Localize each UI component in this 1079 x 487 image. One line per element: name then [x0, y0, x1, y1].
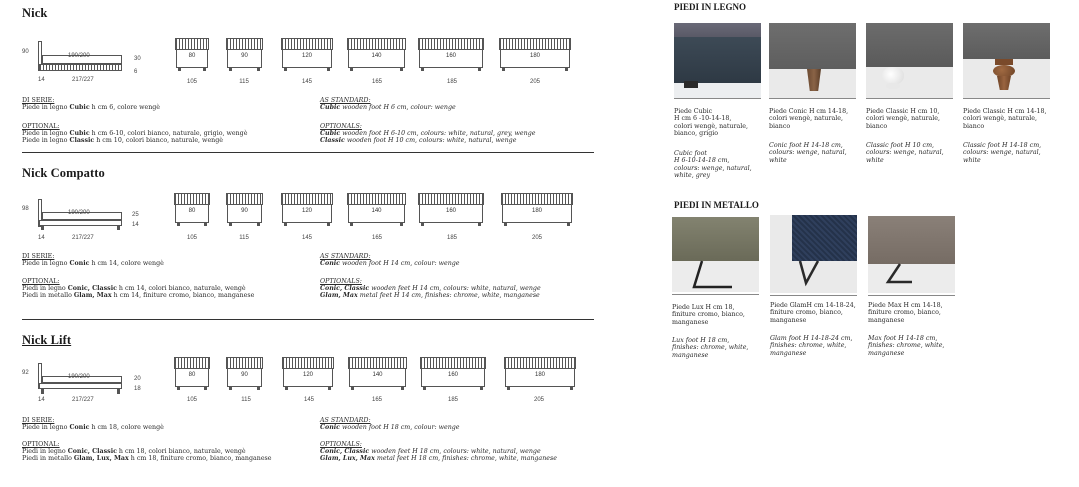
- caption-it: Piede Classic H cm 10, colori wengè, naturale, bianco: [866, 108, 940, 130]
- spec-model: Cubic: [320, 130, 341, 138]
- section-nick: [22, 6, 594, 156]
- caption-en: Lux foot H 18 cm, finishes: chrome, white, manganese: [672, 337, 749, 359]
- caption-it: Piede Classic H cm 14-18, colori wengè, naturale, bianco: [963, 108, 1047, 130]
- photo-rule: [866, 98, 953, 99]
- bed-top-160: 160: [418, 193, 484, 227]
- width-label: 185: [447, 397, 459, 403]
- dim-height: 98: [22, 206, 29, 212]
- spec-en: [320, 253, 460, 267]
- dim-height: 90: [22, 49, 29, 55]
- spec-model: Conic, Classic: [320, 448, 370, 456]
- photo-rule: [769, 98, 856, 99]
- caption-en: Glam foot H 14-18-24 cm, finishes: chrome, white, manganese: [770, 335, 853, 357]
- bed-side-leg: [117, 226, 120, 230]
- spec-text: Piedi in metallo: [22, 292, 74, 300]
- photo-rule: [868, 295, 955, 296]
- spec-text: h cm 18, colore wengè: [89, 424, 164, 432]
- dim-depth: 217/227: [72, 397, 94, 403]
- bed-side-leg: [117, 389, 120, 394]
- photo-rule: [963, 98, 1050, 99]
- spec-text: wooden foot H 18 cm, colour: wenge: [340, 424, 460, 432]
- width-label: 145: [301, 79, 313, 85]
- bed-top-120: 120: [282, 357, 334, 391]
- spec-head: AS STANDARD:: [320, 253, 371, 260]
- foot-photo-conic: [769, 23, 856, 98]
- spec-text: Piedi in legno: [22, 285, 68, 293]
- width-label: 165: [371, 79, 383, 85]
- spec-text: wooden feet H 18 cm, colours: white, natural, wenge: [369, 448, 541, 456]
- spec-text: h cm 6-10, colori bianco, naturale, grigio, wengè: [89, 130, 248, 138]
- section-divider: [22, 319, 594, 320]
- spec-head: OPTIONALS:: [320, 123, 362, 130]
- spec-text: h cm 18, finiture cromo, bianco, manganese: [128, 455, 272, 463]
- foot-photo-lux: [672, 217, 759, 292]
- section-title: Nick Lift: [22, 333, 72, 347]
- dim-mattress-height: 30: [134, 56, 141, 62]
- spec-model: Conic: [320, 260, 341, 268]
- spec-text: Piede in legno: [22, 137, 70, 145]
- bed-top-140: 140: [348, 357, 407, 391]
- bed-top-140: 140: [347, 193, 406, 227]
- spec-en: [320, 97, 456, 111]
- spec-model: Conic: [320, 424, 341, 432]
- foot-photo-classic-tall: [963, 23, 1050, 98]
- photo-rule: [770, 295, 857, 296]
- width-label: 105: [186, 397, 198, 403]
- spec-text: Piede in legno: [22, 260, 70, 268]
- spec-text: Piedi in metallo: [22, 455, 74, 463]
- photo-rule: [672, 294, 759, 295]
- caption-it: Piede GlamH cm 14-18-24, finiture cromo, bianco, manganese: [770, 302, 856, 324]
- spec-en-optional: [320, 441, 557, 463]
- spec-model: Conic: [69, 424, 90, 432]
- spec-head: OPTIONAL:: [22, 278, 60, 285]
- spec-text: Piede in legno: [22, 130, 70, 138]
- lux-foot-icon: [672, 217, 759, 292]
- bed-top-90: 90: [226, 357, 263, 391]
- bed-top-180: 180: [501, 193, 573, 227]
- spec-en: [320, 417, 460, 431]
- width-label: 205: [529, 79, 541, 85]
- dim-mattress-height: 25: [132, 212, 139, 218]
- spec-model: Glam, Lux, Max: [73, 455, 129, 463]
- dim-height: 92: [22, 370, 29, 376]
- spec-text: h cm 14, colori bianco, naturale, wengè: [116, 285, 246, 293]
- spec-model: Classic: [69, 137, 95, 145]
- spec-text: wooden foot H 10 cm, colours: white, natural, wenge: [344, 137, 517, 145]
- dim-foot: 14: [38, 77, 45, 83]
- dim-mattress-height: 20: [134, 376, 141, 382]
- spec-it: [22, 253, 164, 267]
- dim-leg-height: 14: [132, 222, 139, 228]
- spec-head: DI SERIE:: [22, 417, 55, 424]
- bed-side-mattress: 190/200: [68, 53, 90, 59]
- bed-top-80: 80: [174, 193, 210, 227]
- bed-top-90: 90: [226, 193, 263, 227]
- width-label: 205: [531, 235, 543, 241]
- spec-model: Glam, Max: [73, 292, 112, 300]
- dim-leg-height: 6: [134, 69, 138, 75]
- section-divider: [22, 152, 594, 153]
- spec-text: Piede in legno: [22, 104, 70, 112]
- spec-model: Cubic: [320, 104, 341, 112]
- metal-feet-title: PIEDI IN METALLO: [674, 200, 759, 210]
- spec-text: wooden feet H 14 cm, colours: white, natural, wenge: [369, 285, 541, 293]
- spec-it-optional: [22, 278, 254, 300]
- width-label: 115: [241, 397, 251, 403]
- bed-top-80: 80: [174, 357, 210, 391]
- caption-it: Piede Lux H cm 18, finiture cromo, bianco, manganese: [672, 304, 745, 326]
- bed-side-mattress: 190/200: [68, 374, 90, 380]
- spec-model: Conic, Classic: [67, 448, 117, 456]
- bed-top-160: 160: [420, 357, 486, 391]
- dim-depth: 217/227: [72, 77, 94, 83]
- caption-it: Piede Max H cm 14-18, finiture cromo, bianco, manganese: [868, 302, 943, 324]
- spec-text: wooden foot H 14 cm, colour: wenge: [340, 260, 460, 268]
- spec-model: Conic: [69, 260, 90, 268]
- section-nick-lift: [22, 333, 594, 483]
- section-title: Nick: [22, 6, 48, 20]
- spec-text: h cm 10, colori bianco, naturale, wengè: [94, 137, 223, 145]
- width-label: 105: [186, 235, 198, 241]
- caption-en: Conic foot H 14-18 cm, colours: wenge, natural, white: [769, 142, 847, 164]
- bed-side-base: [39, 220, 122, 226]
- width-label: 105: [186, 79, 198, 85]
- spec-text: metal feet H 18 cm, finishes: chrome, white, manganese: [374, 455, 557, 463]
- spec-text: h cm 18, colori bianco, naturale, wengè: [116, 448, 246, 456]
- bed-top-160: 160: [418, 38, 484, 72]
- spec-text: Piede in legno: [22, 424, 70, 432]
- spec-model: Conic, Classic: [320, 285, 370, 293]
- bed-top-180: 180: [499, 38, 571, 72]
- bed-side-leg: [41, 226, 44, 230]
- bed-side-leg: [41, 389, 44, 394]
- bed-top-140: 140: [347, 38, 406, 72]
- spec-en-optional: [320, 278, 541, 300]
- spec-model: Glam, Lux, Max: [320, 455, 375, 463]
- dim-depth: 217/227: [72, 235, 94, 241]
- spec-model: Glam, Max: [320, 292, 358, 300]
- caption-en: Max foot H 14-18 cm, finishes: chrome, white, manganese: [868, 335, 945, 357]
- width-label: 165: [371, 397, 383, 403]
- foot-photo-max: [868, 216, 955, 293]
- bed-top-120: 120: [281, 193, 333, 227]
- spec-head: DI SERIE:: [22, 253, 55, 260]
- spec-head: OPTIONALS:: [320, 278, 362, 285]
- dim-leg-height: 18: [134, 386, 141, 392]
- width-label: 185: [446, 235, 458, 241]
- section-nick-compatto: [22, 166, 594, 316]
- spec-text: metal feet H 14 cm, finishes: chrome, white, manganese: [357, 292, 540, 300]
- spec-head: AS STANDARD:: [320, 417, 371, 424]
- photo-rule: [674, 98, 761, 99]
- spec-model: Cubic: [69, 130, 90, 138]
- caption-en: Classic foot H 14-18 cm, colours: wenge, natural, white: [963, 142, 1042, 164]
- width-label: 115: [239, 235, 249, 241]
- spec-model: Cubic: [69, 104, 90, 112]
- bed-top-80: 80: [175, 38, 209, 72]
- spec-model: Classic: [320, 137, 345, 145]
- bed-side-mattress: 190/200: [68, 210, 90, 216]
- spec-it: [22, 417, 164, 431]
- spec-head: AS STANDARD:: [320, 97, 371, 104]
- spec-it: [22, 97, 160, 111]
- width-label: 145: [303, 397, 315, 403]
- glam-foot-icon: [770, 215, 857, 293]
- width-label: 165: [371, 235, 383, 241]
- bed-side-base: [39, 64, 122, 71]
- bed-top-180: 180: [504, 357, 576, 391]
- spec-model: Conic, Classic: [67, 285, 117, 293]
- max-foot-icon: [868, 216, 955, 293]
- bed-top-90: 90: [226, 38, 263, 72]
- width-label: 185: [446, 79, 458, 85]
- spec-en-optional: [320, 123, 535, 145]
- spec-text: wooden foot H 6 cm, colour: wenge: [340, 104, 456, 112]
- caption-en: Cubic foot H 6-10-14-18 cm, colours: wenge, natural, white, grey: [674, 150, 752, 179]
- dim-foot: 14: [38, 235, 45, 241]
- caption-en: Classic foot H 10 cm, colours: wenge, natural, white: [866, 142, 944, 164]
- spec-head: OPTIONAL:: [22, 123, 60, 130]
- section-title: Nick Compatto: [22, 166, 105, 180]
- spec-text: h cm 6, colore wengè: [89, 104, 161, 112]
- spec-text: wooden foot H 6-10 cm, colours: white, natural, grey, wenge: [340, 130, 536, 138]
- foot-photo-classic: [866, 23, 953, 98]
- width-label: 205: [533, 397, 545, 403]
- spec-it-optional: [22, 441, 272, 463]
- spec-text: h cm 14, colore wengè: [89, 260, 164, 268]
- spec-text: Piedi in legno: [22, 448, 68, 456]
- spec-it-optional: [22, 123, 247, 145]
- foot-photo-glam: [770, 215, 857, 293]
- wood-feet-title: PIEDI IN LEGNO: [674, 2, 747, 12]
- spec-head: OPTIONALS:: [320, 441, 362, 448]
- spec-text: h cm 14, finiture cromo, bianco, manganese: [111, 292, 255, 300]
- caption-it: Piede Cubic H cm 6 -10-14-18, colori wengè, naturale, bianco, grigio: [674, 108, 748, 137]
- foot-photo-cubic: [674, 23, 761, 98]
- dim-foot: 14: [38, 397, 45, 403]
- width-label: 145: [301, 235, 313, 241]
- bed-top-120: 120: [281, 38, 333, 72]
- caption-it: Piede Conic H cm 14-18, colori wengè, naturale, bianco: [769, 108, 849, 130]
- width-label: 115: [239, 79, 249, 85]
- spec-head: DI SERIE:: [22, 97, 55, 104]
- bed-side-base: [39, 383, 122, 389]
- spec-head: OPTIONAL:: [22, 441, 60, 448]
